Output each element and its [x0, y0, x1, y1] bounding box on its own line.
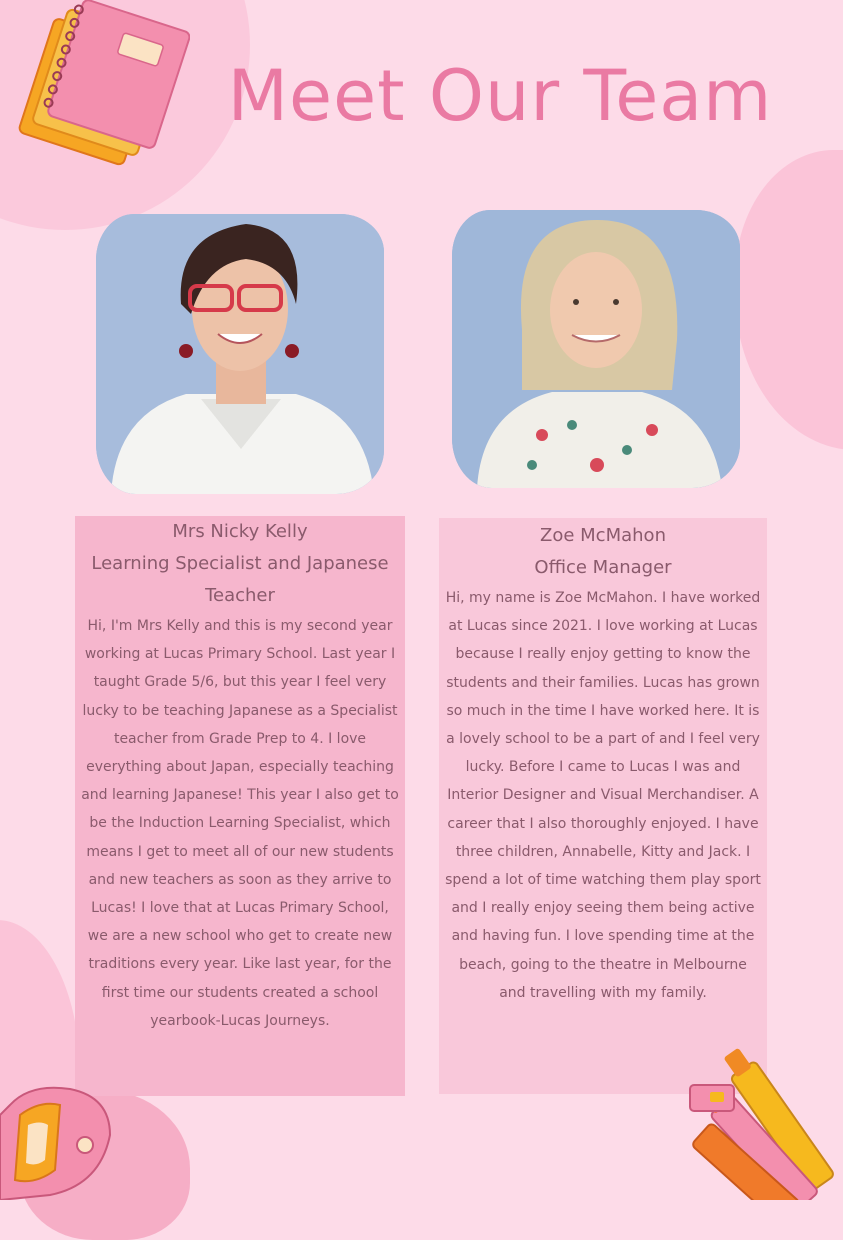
notebook-icon: [5, 0, 190, 175]
team-member-name: Zoe McMahon: [540, 525, 666, 546]
decorative-blob-right: [735, 150, 843, 450]
team-photo-zoe-mcmahon: [452, 210, 740, 488]
team-member-name: Mrs Nicky Kelly: [172, 521, 308, 542]
team-card-nicky-kelly: [75, 516, 405, 1096]
page-title: Meet Our Team: [227, 55, 773, 137]
team-card-zoe-mcmahon: [439, 518, 767, 1094]
team-member-bio: Hi, I'm Mrs Kelly and this is my second year working at Lucas Primary School. Last year I taught Grade 5/6, but this year I feel very lucky to be teaching Japanese as a Specialist teacher from Grade Prep to 4. I love everything about Japan, especially teaching and learning Japanese! This year I also get to be the Induction Learning Specialist, which means I get to meet all of our new students and new teachers as soon as they arrive to Lucas! I love that at Lucas Primary School, we are a new school who get to create new traditions every year. Like last year, for the first time our students created a school yearbook-Lucas Journeys.: [81, 618, 399, 1029]
team-photo-nicky-kelly: [96, 214, 384, 494]
sharpener-icon: [0, 1075, 140, 1200]
team-member-role: Office Manager: [534, 557, 672, 578]
team-member-bio: Hi, my name is Zoe McMahon. I have worked at Lucas since 2021. I love working at Lucas because I really enjoy getting to know the students and their families. Lucas has grown so much in the time I have worked here. It is a lovely school to be a part of and I feel very lucky. Before I came to Lucas I was and Interior Designer and Visual Merchandiser. A career that I also thoroughly enjoyed. I have three children, Annabelle, Kitty and Jack. I spend a lot of time watching them play sport and I really enjoy seeing them being active and having fun. I love spending time at the beach, going to the theatre in Melbourne and travelling with my family.: [445, 590, 761, 1001]
team-member-role: Learning Specialist and Japanese Teacher: [91, 553, 389, 606]
highlighters-icon: [688, 1030, 843, 1200]
